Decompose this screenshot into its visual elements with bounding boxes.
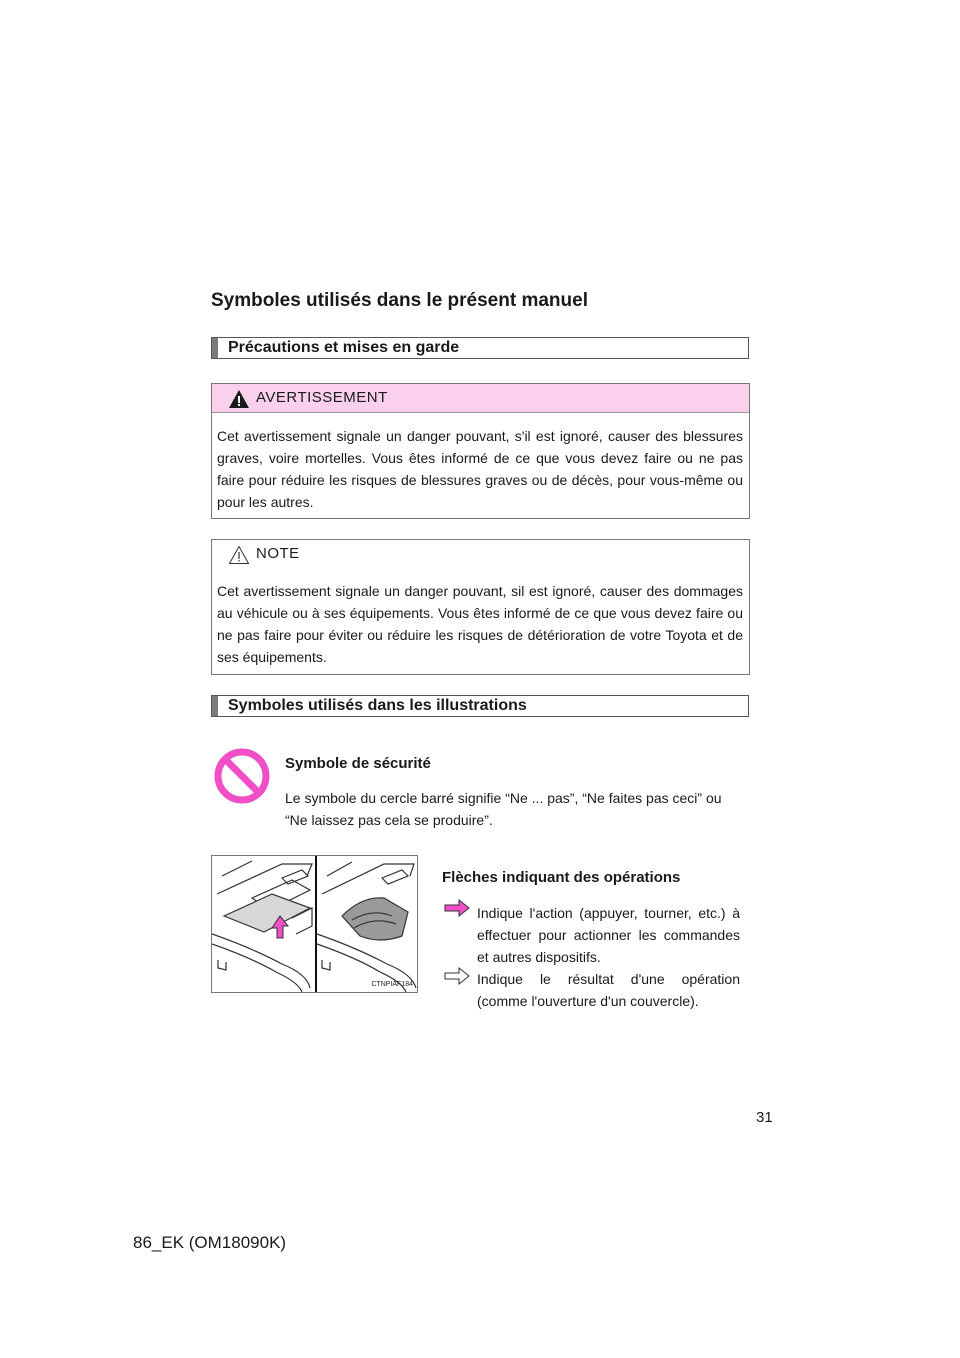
document-code: 86_EK (OM18090K) — [133, 1233, 287, 1252]
prohibition-circle-icon — [213, 747, 271, 805]
section-header-precautions — [211, 337, 749, 359]
illustration-caption: CTNPIAF184 — [371, 981, 413, 988]
safety-symbol-text: Le symbole du cercle barré signifie “Ne ... pas”, “Ne faites pas ceci” ou “Ne laissez pas cela se produire”. — [285, 790, 722, 828]
section-title: Précautions et mises en garde — [228, 339, 460, 356]
warning-text: Cet avertissement signale un danger pouvant, s'il est ignoré, causer des blessures graves, voire mortelles. Vous êtes informé de ce que vous devez faire ou ne pas faire pour réduire les risques de blessures graves ou de décès, pour vous-même ou pour les autres. — [217, 428, 743, 510]
note-header — [212, 540, 749, 568]
caution-triangle-outline-icon — [228, 545, 250, 565]
warning-title: AVERTISSEMENT — [256, 389, 388, 406]
operation-arrow-result-text: Indique le résultat d'une opération (comme l'ouverture d'un couvercle). — [477, 971, 740, 1009]
warning-triangle-icon — [228, 389, 250, 409]
operation-arrow-action-text: Indique l'action (appuyer, tourner, etc.) à effectuer pour actionner les commandes et autres dispositifs. — [477, 905, 740, 965]
filled-pink-arrow-icon — [444, 899, 470, 917]
page-title: Symboles utilisés dans le présent manuel — [211, 290, 588, 311]
illustration-mirror-console — [211, 855, 418, 993]
page-number: 31 — [756, 1109, 773, 1126]
warning-box — [211, 383, 750, 519]
note-box — [211, 539, 750, 675]
section-header-illustrations — [211, 695, 749, 717]
outline-arrow-icon — [444, 967, 470, 985]
section-marker — [212, 338, 218, 358]
section-marker — [212, 696, 218, 716]
mirror-console-drawing — [212, 856, 418, 993]
section-title: Symboles utilisés dans les illustrations — [228, 697, 527, 714]
note-title: NOTE — [256, 545, 300, 562]
note-text: Cet avertissement signale un danger pouvant, sil est ignoré, causer des dommages au véhicule ou à ses équipements. Vous êtes informé de ce que vous devez faire ou ne pas faire pour éviter ou réduire les risques de détérioration de votre Toyota et de ses équipements. — [217, 583, 743, 665]
safety-symbol-title: Symbole de sécurité — [285, 755, 431, 772]
warning-header — [212, 384, 749, 413]
operation-arrows-title: Flèches indiquant des opérations — [442, 869, 681, 886]
